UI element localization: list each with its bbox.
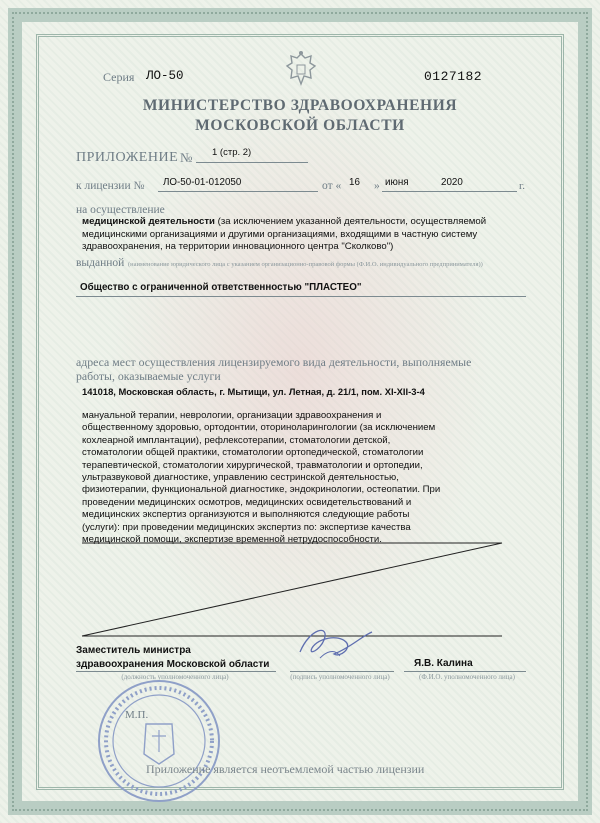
annex-number-value: 1 (стр. 2) bbox=[212, 147, 252, 158]
purpose-label: на осуществление bbox=[76, 204, 165, 216]
name-underline bbox=[404, 671, 526, 672]
address-value: 141018, Московская область, г. Мытищи, ул. Летная, д. 21/1, пом. XI-XII-3-4 bbox=[82, 386, 425, 397]
license-year-suffix: г. bbox=[519, 180, 526, 192]
caption-position: (должность уполномоченного лица) bbox=[121, 673, 229, 681]
purpose-rest: (за исключением указанной деятельности, осуществляемой медицинскими организациями и другими организациями, входящими в частную систему здравоохранения, на территории инновационного центра "Сколково") bbox=[82, 216, 487, 253]
footer-note: Приложение является неотъемлемой частью лицензии bbox=[146, 762, 425, 776]
services-line: медицинской помощи, экспертизе временной нетрудоспособности. bbox=[82, 534, 382, 546]
services-line: физиотерапии, функциональной диагностике, эндокринологии, остеопатии. При bbox=[82, 484, 441, 496]
services-line: терапевтической, стоматологии хирургической, травматологии и ортопедии, bbox=[82, 459, 423, 471]
series-value: ЛО-50 bbox=[146, 69, 184, 83]
issued-caption: (наименование юридического лица с указанием организационно-правовой формы (Ф.И.О. индивидуального предпринимателя)) bbox=[128, 261, 483, 268]
services-line: общественному здоровью, ортодонтии, оториноларингологии (за исключением bbox=[82, 422, 436, 434]
license-day: 16 bbox=[349, 177, 360, 188]
signatory-position-line2: здравоохранения Московской области bbox=[76, 659, 270, 670]
position-underline bbox=[76, 671, 276, 672]
addresses-label-line1: адреса мест осуществления лицензируемого вида деятельности, выполняемые bbox=[76, 355, 472, 369]
addresses-label-line2: работы, оказываемые услуги bbox=[76, 369, 221, 383]
license-day-close: » bbox=[374, 180, 380, 192]
services-line: ультразвуковой диагностике, управлению сестринской деятельностью, bbox=[82, 472, 399, 484]
form-number: 0127182 bbox=[424, 69, 483, 84]
annex-label: ПРИЛОЖЕНИЕ bbox=[76, 150, 179, 165]
handwritten-signature-icon bbox=[290, 618, 380, 674]
issued-label: выданной bbox=[76, 257, 125, 269]
issued-organization-name: Общество с ограниченной ответственностью "ПЛАСТЕО" bbox=[80, 282, 362, 293]
signatory-position bbox=[76, 644, 269, 672]
license-year: 2020 bbox=[441, 177, 463, 188]
purpose-bold-part: медицинской деятельности bbox=[82, 216, 215, 227]
license-month: июня bbox=[385, 177, 409, 188]
license-number: ЛО-50-01-012050 bbox=[163, 177, 242, 188]
signatory-position-line1: Заместитель министра bbox=[76, 645, 191, 656]
caption-signature: (подпись уполномоченного лица) bbox=[290, 673, 390, 681]
services-line: кохлеарной имплантации), рефлексотерапии, стоматологии детской, bbox=[82, 434, 391, 446]
services-line: проведении медицинских осмотров, медицинских освидетельствований и bbox=[82, 496, 412, 508]
services-line: медицинских экспертиз организуются и выполняются следующие работы bbox=[82, 509, 410, 521]
caption-name: (Ф.И.О. уполномоченного лица) bbox=[419, 673, 515, 681]
license-prefix: к лицензии № bbox=[76, 180, 145, 192]
ministry-title-line1: МИНИСТЕРСТВО ЗДРАВООХРАНЕНИЯ bbox=[142, 97, 458, 114]
official-stamp-icon bbox=[94, 676, 224, 806]
ministry-title-line2: МОСКОВСКОЙ ОБЛАСТИ bbox=[195, 117, 405, 134]
license-from-label: от « bbox=[322, 180, 342, 192]
services-line: (услуги): при проведении медицинских экспертиз по: экспертизе качества bbox=[82, 521, 411, 533]
services-line: мануальной терапии, неврологии, организации здравоохранения и bbox=[82, 410, 382, 421]
annex-number-sign: № bbox=[180, 150, 193, 165]
signatory-name: Я.В. Калина bbox=[414, 658, 473, 669]
services-line: стоматологии общей практики, стоматологии ортопедической, стоматологии bbox=[82, 447, 424, 459]
series-label: Серия bbox=[103, 70, 135, 84]
stamp-place-label: М.П. bbox=[125, 709, 149, 721]
